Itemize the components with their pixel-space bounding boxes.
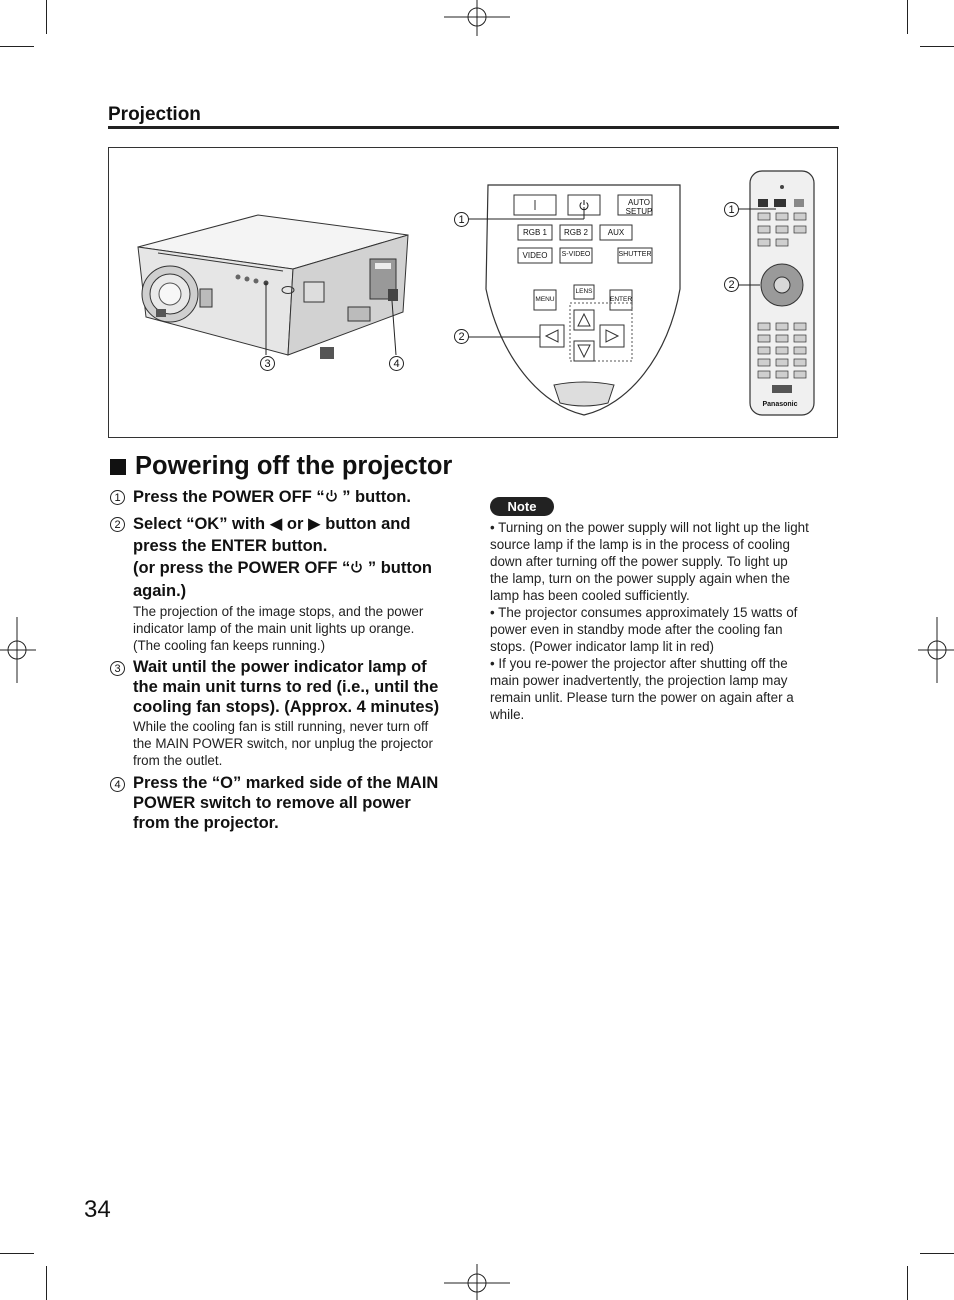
callout-number: 4 bbox=[389, 356, 404, 371]
video-label: VIDEO bbox=[522, 251, 548, 260]
enter-label: ENTER bbox=[610, 296, 633, 303]
crop-mark bbox=[920, 46, 954, 47]
crop-mark bbox=[920, 1253, 954, 1254]
note-item: • Turning on the power supply will not light up the light source lamp if the lamp is in the process of cooling down after turning off the power supply. To light up the lamp, turn on the power supply again when the lamp has been cooled sufficiently. bbox=[490, 520, 809, 603]
step-number: 4 bbox=[110, 777, 125, 792]
callout-number: 1 bbox=[724, 202, 739, 217]
power-off-icon bbox=[578, 198, 590, 216]
remote-brand-logo: Panasonic bbox=[762, 401, 798, 408]
power-off-icon bbox=[325, 487, 338, 509]
svideo-label: S-VIDEO bbox=[561, 251, 591, 258]
square-bullet-icon bbox=[110, 459, 126, 475]
crop-mark bbox=[0, 46, 34, 47]
step-3-body: While the cooling fan is still running, never turn off the MAIN POWER switch, nor unplug the projector from the outlet. bbox=[133, 719, 433, 768]
crop-mark bbox=[907, 0, 908, 34]
rgb2-label: RGB 2 bbox=[563, 228, 588, 237]
registration-mark-bottom bbox=[444, 1264, 510, 1300]
note-list bbox=[490, 519, 841, 723]
lens-label: LENS bbox=[575, 288, 593, 295]
callout-number: 3 bbox=[260, 356, 275, 371]
note-item: • The projector consumes approximately 15 watts of power even in standby mode after the cooling fan stops. (Power indicator lamp lit in red) bbox=[490, 605, 798, 654]
main-heading: Powering off the projector bbox=[110, 452, 452, 481]
callout-number: 2 bbox=[454, 329, 469, 344]
page-number: 34 bbox=[84, 1196, 111, 1223]
registration-mark-top bbox=[444, 0, 510, 36]
registration-mark-right bbox=[918, 617, 954, 683]
note-item: • If you re-power the projector after shutting off the main power inadvertently, the projection lamp may remain unlit. Please turn the power on again after a while. bbox=[490, 656, 794, 722]
step-2-body: The projection of the image stops, and the power indicator lamp of the main unit lights up orange. (The cooling fan keeps running.) bbox=[133, 604, 424, 653]
crop-mark bbox=[46, 0, 47, 34]
menu-label: MENU bbox=[535, 296, 555, 303]
crop-mark bbox=[46, 1266, 47, 1300]
rgb1-label: RGB 1 bbox=[522, 228, 547, 237]
power-off-icon bbox=[350, 558, 363, 580]
callout-number: 1 bbox=[454, 212, 469, 227]
aux-label: AUX bbox=[607, 228, 625, 237]
step-4-title: Press the “O” marked side of the MAIN POWER switch to remove all power from the projector. bbox=[133, 774, 439, 832]
step-number: 3 bbox=[110, 661, 125, 676]
step-number: 1 bbox=[110, 490, 125, 505]
step-number: 2 bbox=[110, 517, 125, 532]
crop-mark bbox=[907, 1266, 908, 1300]
section-rule bbox=[108, 126, 839, 129]
registration-mark-left bbox=[0, 617, 36, 683]
auto-setup-label: AUTO SETUP bbox=[625, 198, 653, 216]
step-3-title: Wait until the power indicator lamp of the main unit turns to red (i.e., until the cooling fan stops). (Approx. 4 minutes) bbox=[133, 658, 440, 716]
callout-number: 2 bbox=[724, 277, 739, 292]
step-2-title: Select “OK” with ◀ or ▶ button and press the ENTER button. (or press the POWER OFF “ ” button again.) bbox=[133, 515, 433, 600]
note-badge: Note bbox=[490, 497, 554, 516]
projector-illustration bbox=[108, 147, 838, 438]
shutter-label: SHUTTER bbox=[618, 251, 652, 258]
step-1-title: Press the POWER OFF “ ” button. bbox=[133, 486, 411, 509]
crop-mark bbox=[0, 1253, 34, 1254]
section-title: Projection bbox=[108, 104, 201, 125]
